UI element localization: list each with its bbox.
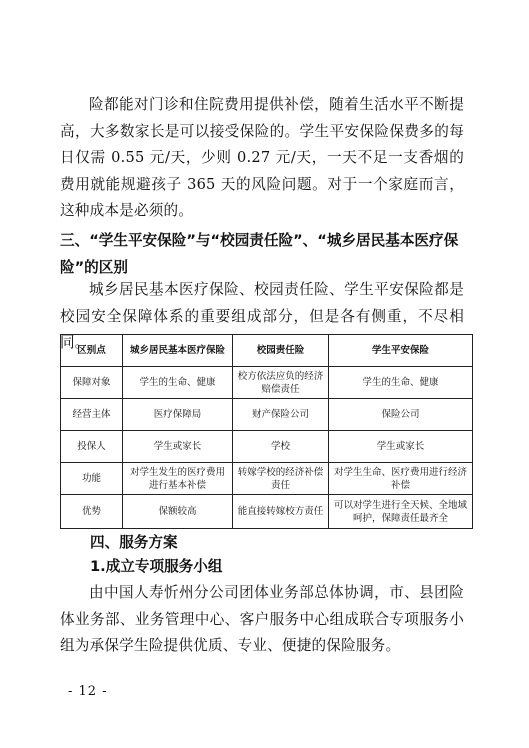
comparison-table	[60, 334, 473, 529]
table-cell: 优势	[61, 495, 123, 529]
table-cell: 功能	[61, 463, 123, 495]
table-cell: 能直接转嫁校方责任	[233, 495, 329, 529]
table-header-row	[61, 335, 473, 367]
table-row	[61, 399, 473, 431]
table-header-cell: 城乡居民基本医疗保险	[123, 335, 233, 367]
table-row	[61, 463, 473, 495]
table-cell: 投保人	[61, 431, 123, 463]
table-cell: 财产保险公司	[233, 399, 329, 431]
table-cell: 学生或家长	[329, 431, 473, 463]
table-cell: 可以对学生进行全天候、全地域呵护，保障责任最齐全	[329, 495, 473, 529]
table-row	[61, 495, 473, 529]
table-cell: 对学生发生的医疗费用进行基本补偿	[123, 463, 233, 495]
paragraph: 城乡居民基本医疗保险、校园责任险、学生平安保险都是校园安全保障体系的重要组成部分，但是各有侧重，不尽相同。	[60, 281, 464, 351]
table-cell: 保额较高	[123, 495, 233, 529]
table-cell: 保险公司	[329, 399, 473, 431]
table-cell: 保障对象	[61, 367, 123, 399]
table-cell: 转嫁学校的经济补偿责任	[233, 463, 329, 495]
table-cell: 学生或家长	[123, 431, 233, 463]
table-cell: 学生的生命、健康	[329, 367, 473, 399]
table-cell: 对学生生命、医疗费用进行经济补偿	[329, 463, 473, 495]
section-heading: 三、“学生平安保险”与“校园责任险”、“城乡居民基本医疗保险”的区别	[60, 232, 459, 276]
table-cell: 医疗保障局	[123, 399, 233, 431]
table-header-cell: 区别点	[61, 335, 123, 367]
paragraph: 由中国人寿忻州分公司团体业务部总体协调，市、县团险体业务部、业务管理中心、客户服务中心组成联合专项服务小组为承保学生险提供优质、专业、便捷的保险服务。	[60, 584, 464, 654]
page-number: - 12 -	[68, 684, 108, 699]
subsection-heading: 1.成立专项服务小组	[90, 558, 223, 575]
paragraph: 险都能对门诊和住院费用提供补偿，随着生活水平不断提高，大多数家长是可以接受保险的。学生平安保险保费多的每日仅需 0.55 元/天，少则 0.27 元/天，一天不足一支香烟的费用就能规避孩子 365 天的风险问题。对于一个家庭而言，这种成本是必须的。	[60, 96, 464, 219]
table-cell: 经营主体	[61, 399, 123, 431]
table-cell: 学生的生命、健康	[123, 367, 233, 399]
table-row	[61, 431, 473, 463]
table-cell: 学校	[233, 431, 329, 463]
table-row	[61, 367, 473, 399]
table-cell: 校方依法应负的经济赔偿责任	[233, 367, 329, 399]
section-heading: 四、服务方案	[90, 534, 178, 551]
table-header-cell: 校园责任险	[233, 335, 329, 367]
table-header-cell: 学生平安保险	[329, 335, 473, 367]
